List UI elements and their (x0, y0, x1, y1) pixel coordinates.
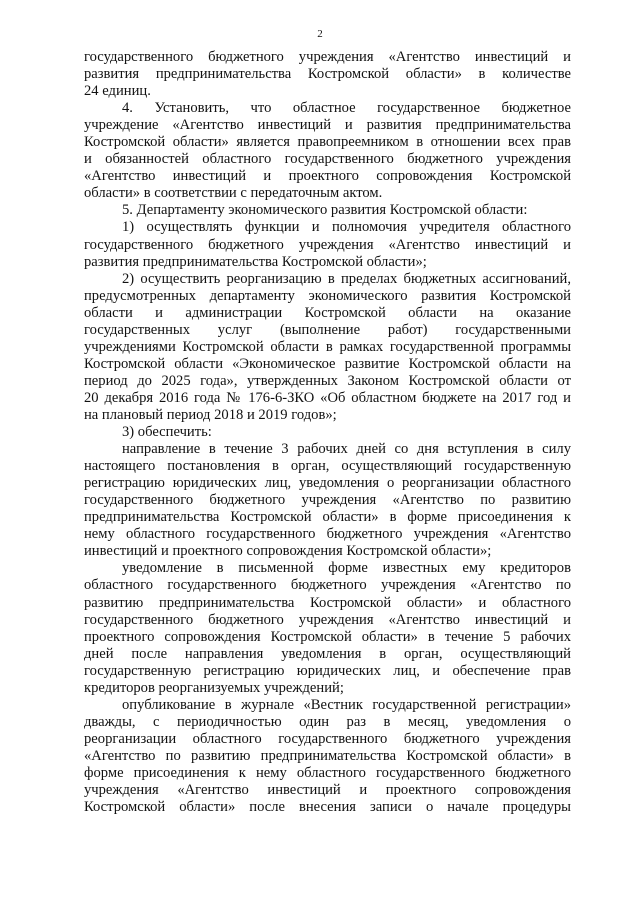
text-line: 5. Департаменту экономического развития Костромской области: (122, 202, 528, 219)
text-line: дважды, с периодичностью один раз в месяц, уведомления о (84, 713, 571, 730)
text-line: опубликование в журнале «Вестник государственной регистрации» (122, 696, 571, 713)
text-line: 3) обеспечить: (122, 424, 212, 441)
text-line: Костромской области» после внесения записи о начале процедуры (84, 799, 571, 816)
text-line: 2) осуществить реорганизацию в пределах бюджетных ассигнований, (122, 270, 571, 287)
text-line: Костромской области» является правопреемником в отношении всех прав (84, 134, 571, 151)
text-line: уведомление в письменной форме известных ему кредиторов (122, 560, 571, 577)
text-line: «Агентство инвестиций и проектного сопровождения Костромской (84, 168, 571, 185)
text-line: развития предпринимательства Костромской области»; (84, 253, 427, 270)
text-line: регистрацию юридических лиц, уведомления о реорганизации областного (84, 475, 571, 492)
text-line: предпринимательства Костромской области» в форме присоединения к (84, 509, 571, 526)
text-line: на плановый период 2018 и 2019 годов»; (84, 406, 337, 423)
text-line: проектного сопровождения Костромской области» в течение 5 рабочих (84, 628, 571, 645)
text-line: государственную регистрацию юридических лиц, и обеспечение прав (84, 662, 571, 679)
page-number: 2 (317, 28, 323, 40)
text-line: форме присоединения к нему областного государственного бюджетного (84, 764, 571, 781)
text-line: предусмотренных департаменту экономического развития Костромской (84, 287, 571, 304)
text-line: учреждение «Агентство инвестиций и развития предпринимательства (84, 117, 571, 134)
text-line: государственных услуг (выполнение работ) государственными (84, 321, 571, 338)
text-line: государственного бюджетного учреждения «Агентство инвестиций и (84, 49, 571, 65)
document-body (84, 49, 571, 816)
text-line: 24 единиц. (84, 83, 151, 100)
text-line: реорганизации областного государственного бюджетного учреждения (84, 730, 571, 747)
text-line: направление в течение 3 рабочих дней со дня вступления в силу (122, 441, 571, 458)
text-line: государственного бюджетного учреждения «Агентство по развитию (84, 492, 571, 509)
text-line: 20 декабря 2016 года № 176-6-ЗКО «Об областном бюджете на 2017 год и (84, 389, 571, 406)
text-line: инвестиций и проектного сопровождения Костромской области»; (84, 543, 492, 560)
text-line: кредиторов реорганизуемых учреждений; (84, 679, 344, 696)
text-line: «Агентство по развитию предпринимательства Костромской области» в (84, 747, 571, 764)
text-line: Костромской области «Экономическое развитие Костромской области на (84, 355, 571, 372)
text-line: и обязанностей областного государственного бюджетного учреждения (84, 151, 571, 168)
text-line: нему областного государственного бюджетного учреждения «Агентство (84, 526, 571, 543)
text-line: настоящего постановления в орган, осуществляющий государственную (84, 458, 571, 475)
text-line: развития предпринимательства Костромской области» в количестве (84, 66, 571, 83)
text-line: 1) осуществлять функции и полномочия учредителя областного (122, 219, 571, 236)
text-line: области» в соответствии с передаточным актом. (84, 185, 383, 202)
text-line: государственного бюджетного учреждения «Агентство инвестиций и (84, 611, 571, 628)
text-line: дней после направления уведомления в орган, осуществляющий (84, 645, 571, 662)
text-line: области и администрации Костромской области на оказание (84, 304, 571, 321)
text-line: 4. Установить, что областное государственное бюджетное (122, 100, 571, 117)
text-line: государственного бюджетного учреждения «Агентство инвестиций и (84, 236, 571, 253)
text-line: областного государственного бюджетного учреждения «Агентство по (84, 577, 571, 594)
text-line: развитию предпринимательства Костромской области» и областного (84, 594, 571, 611)
text-line: период до 2025 года», утвержденных Законом Костромской области от (84, 372, 571, 389)
text-line: учреждениями Костромской области в рамках государственной программы (84, 338, 571, 355)
text-line: учреждения «Агентство инвестиций и проектного сопровождения (84, 782, 571, 799)
